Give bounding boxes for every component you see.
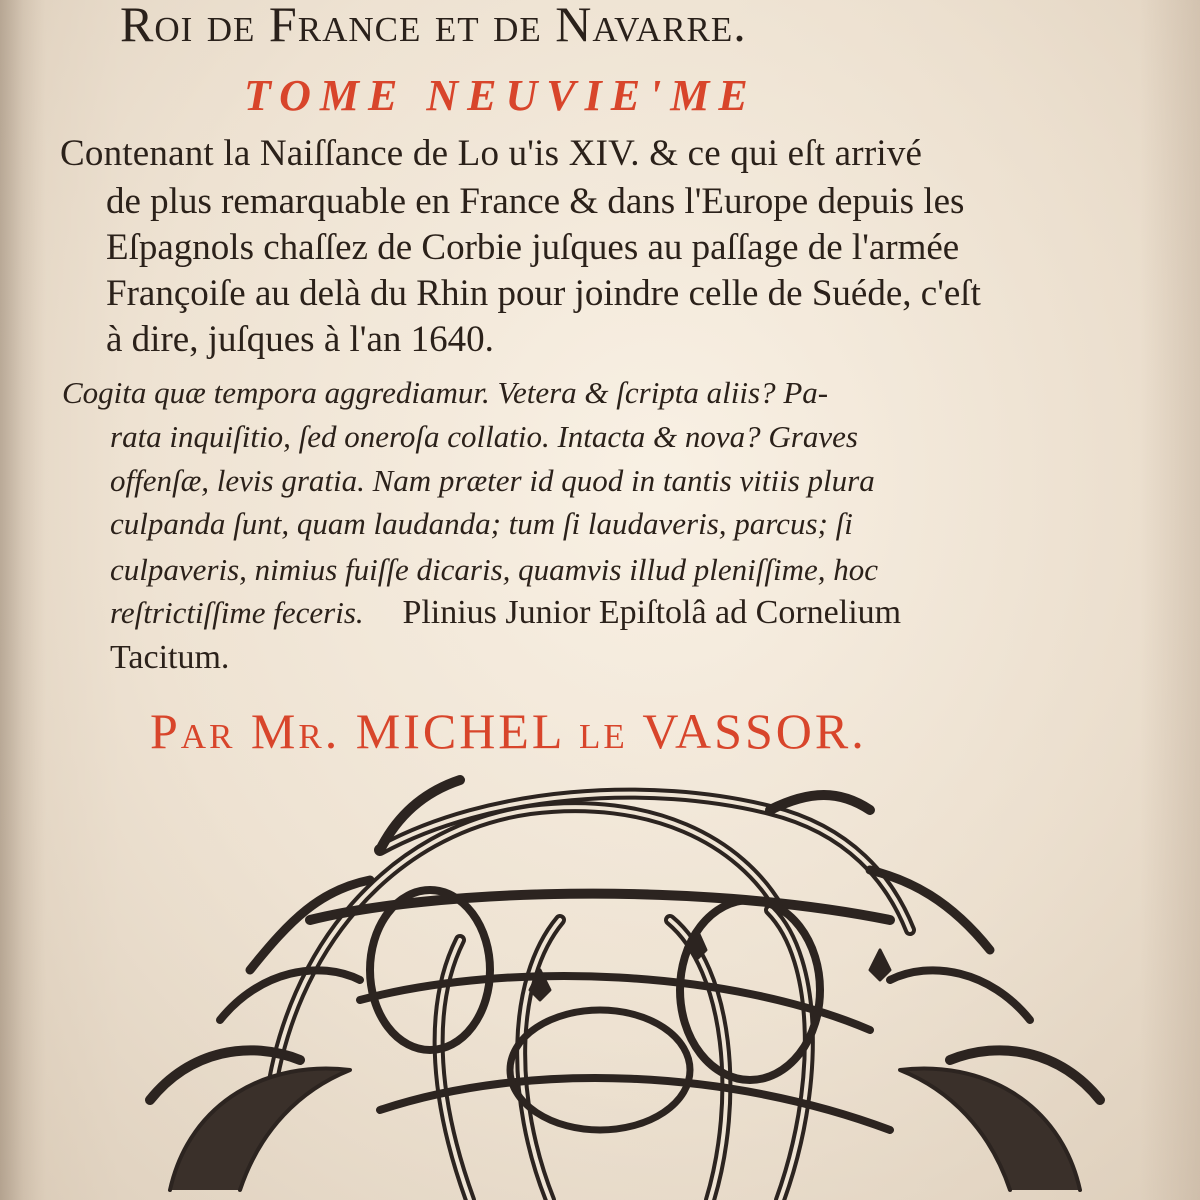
description-line-3: Eſpagnols chaſſez de Corbie juſques au paſſage de l'armée <box>106 227 960 268</box>
author-line: Par Mr. MICHEL le VASSOR. <box>150 703 867 759</box>
page-edge-shadow <box>1140 0 1200 1200</box>
epigraph-line-2: rata inquiſitio, ſed oneroſa collatio. Intacta & nova? Graves <box>110 419 858 454</box>
binding-shadow <box>0 0 46 1200</box>
description-line-4: Françoiſe au delà du Rhin pour joindre celle de Suéde, c'eſt <box>106 273 981 314</box>
woodcut-ornament <box>130 770 1120 1200</box>
epigraph-line-1: Cogita quæ tempora aggrediamur. Vetera & ſcripta aliis? Pa- <box>62 375 829 410</box>
header-line: Roi de France et de Navarre. <box>120 0 747 48</box>
description-line-2: de plus remarquable en France & dans l'Europe depuis les <box>106 181 965 222</box>
description-line-1: Contenant la Naiſſance de Lo u'is XIV. & ce qui eſt arrivé <box>60 133 923 174</box>
epigraph-line-6-text: reſtrictiſſime feceris. <box>110 595 364 630</box>
epigraph-line-4: culpanda ſunt, quam laudanda; tum ſi laudaveris, parcus; ſi <box>110 506 853 541</box>
epigraph-source: Plinius Junior Epiſtolâ ad Cornelium <box>402 594 902 631</box>
epigraph-line-5: culpaveris, nimius fuiſſe dicaris, quamvis illud pleniſſime, hoc <box>110 552 879 587</box>
description-line-5: à dire, juſques à l'an 1640. <box>106 319 494 360</box>
epigraph-source-end: Tacitum. <box>110 639 230 676</box>
volume-title: TOME NEUVIE'ME <box>244 71 757 120</box>
epigraph-line-3: offenſæ, levis gratia. Nam præter id quod in tantis vitiis plura <box>110 463 875 498</box>
epigraph-line-6 <box>110 593 901 633</box>
